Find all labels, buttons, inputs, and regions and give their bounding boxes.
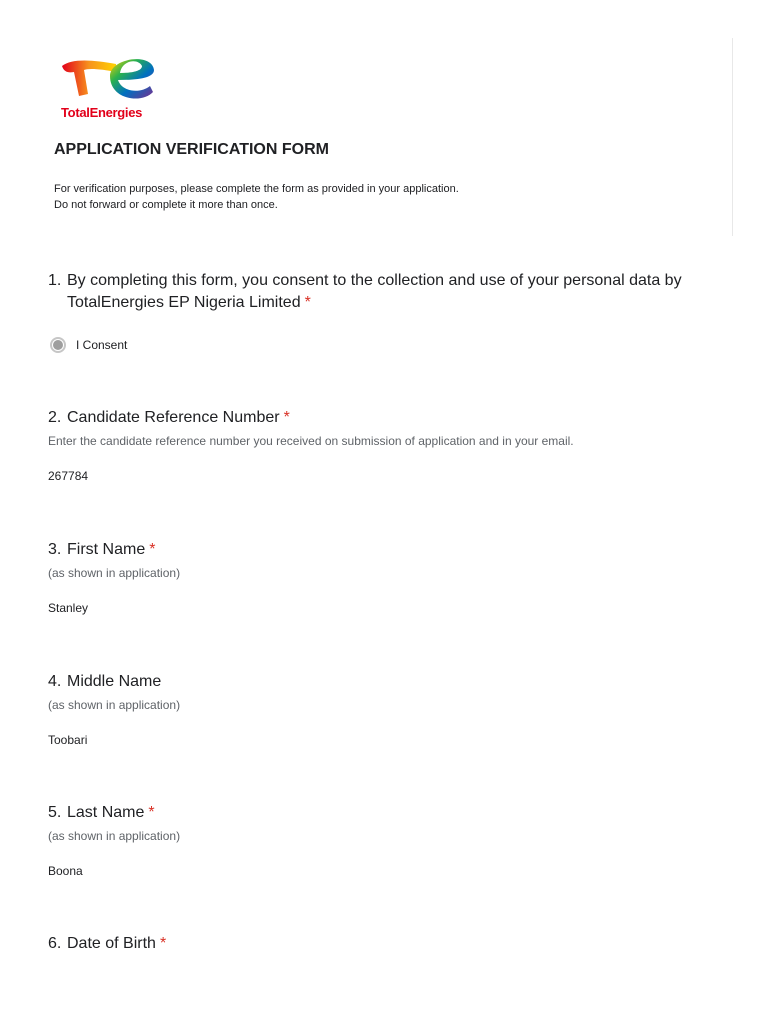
question-text: Last Name <box>67 804 145 821</box>
question-text: By completing this form, you consent to the collection and use of your personal data by TotalEnergies EP Nigeria Limited <box>67 272 682 311</box>
required-asterisk: * <box>283 409 290 426</box>
question-number: 3. <box>48 541 62 558</box>
question-number: 1. <box>48 272 62 289</box>
question-help: (as shown in application) <box>48 566 181 580</box>
radio-selected-dot <box>53 340 63 350</box>
question-text: Candidate Reference Number <box>67 409 280 426</box>
form-description <box>54 181 459 213</box>
question-number: 4. <box>48 673 62 690</box>
question-consent <box>48 270 728 353</box>
form-description-line: For verification purposes, please complete the form as provided in your application. <box>54 183 459 195</box>
question-candidate-reference <box>48 407 728 483</box>
question-title: Middle Name <box>67 673 162 690</box>
question-number: 6. <box>48 935 62 952</box>
answer-value[interactable]: Boona <box>48 864 83 878</box>
required-asterisk: * <box>159 935 167 952</box>
radio-label: I Consent <box>76 338 128 352</box>
question-title <box>67 539 728 561</box>
question-first-name <box>48 539 728 615</box>
answer-value[interactable]: Toobari <box>48 733 88 747</box>
question-last-name <box>48 802 728 878</box>
brand-wordmark: TotalEnergies <box>61 105 143 120</box>
answer-value[interactable]: Stanley <box>48 601 89 615</box>
question-help: (as shown in application) <box>48 829 181 843</box>
radio-button[interactable] <box>50 337 66 353</box>
consent-option[interactable] <box>50 337 728 353</box>
required-asterisk: * <box>149 541 156 558</box>
question-title <box>67 407 728 429</box>
question-title <box>67 270 728 314</box>
question-number: 2. <box>48 409 62 426</box>
question-help: (as shown in application) <box>48 698 181 712</box>
form-title: APPLICATION VERIFICATION FORM <box>54 141 329 158</box>
form-description-line: Do not forward or complete it more than once. <box>54 199 278 211</box>
required-asterisk: * <box>304 294 311 311</box>
question-title <box>67 802 728 824</box>
question-text: Date of Birth <box>67 935 156 952</box>
question-title <box>67 933 728 955</box>
question-help: Enter the candidate reference number you received on submission of application and in your email. <box>48 434 574 448</box>
question-number: 5. <box>48 804 62 821</box>
question-date-of-birth <box>48 933 728 955</box>
answer-value[interactable]: 267784 <box>48 469 89 483</box>
question-text: First Name <box>67 541 146 558</box>
form-border <box>732 38 733 236</box>
required-asterisk: * <box>148 804 155 821</box>
question-middle-name <box>48 671 728 747</box>
